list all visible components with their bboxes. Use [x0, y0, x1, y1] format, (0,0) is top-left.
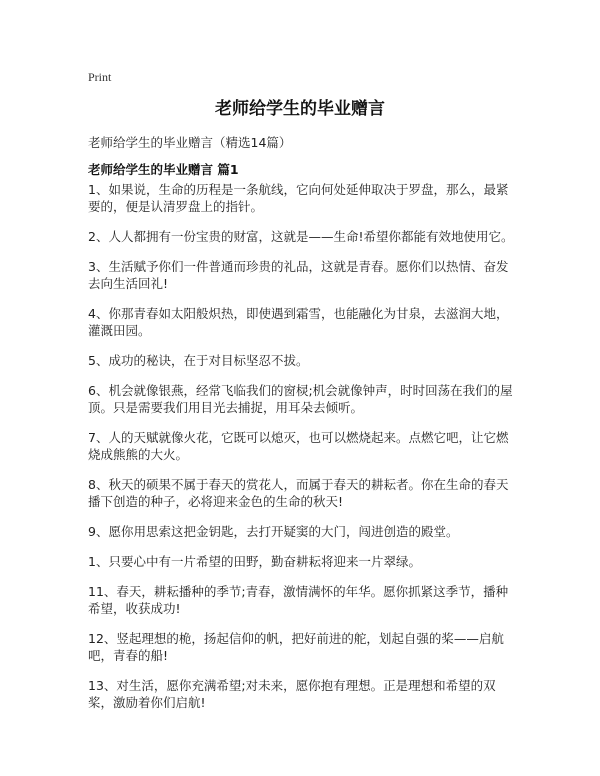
paragraph: 5、成功的秘诀，在于对目标坚忍不拔。 [88, 353, 309, 368]
paragraph: 4、你那青春如太阳般炽热，即使遇到霜雪，也能融化为甘泉，去滋润大地，灌溉田园。 [88, 306, 509, 338]
section-heading: 老师给学生的毕业赠言 篇1 [88, 162, 239, 177]
paragraph: 12、竖起理想的桅，扬起信仰的帆，把好前进的舵，划起自强的桨——启航吧，青春的船! [88, 631, 504, 663]
document-subtitle: 老师给学生的毕业赠言（精选14篇） [88, 135, 292, 150]
paragraph: 2、人人都拥有一份宝贵的财富，这就是——生命!希望你都能有效地使用它。 [88, 229, 514, 244]
paragraph: 11、春天，耕耘播种的季节;青春，激情满怀的年华。愿你抓紧这季节，播种希望，收获成功! [88, 584, 509, 616]
paragraph: 6、机会就像银燕，经常飞临我们的窗棂;机会就像钟声，时时回荡在我们的屋顶。只是需要我们用目光去捕捉，用耳朵去倾听。 [88, 383, 513, 415]
paragraph: 13、对生活，愿你充满希望;对未来，愿你抱有理想。正是理想和希望的双桨，激励着你们启航! [88, 678, 496, 710]
page-title: 老师给学生的毕业赠言 [215, 99, 385, 119]
paragraph: 3、生活赋予你们一件普通而珍贵的礼品，这就是青春。愿你们以热情、奋发去向生活回礼! [88, 259, 509, 291]
paragraph: 8、秋天的硕果不属于春天的赏花人，而属于春天的耕耘者。你在生命的春天播下创造的种子，必将迎来金色的生命的秋天! [88, 477, 509, 509]
paragraph: 9、愿你用思索这把金钥匙，去打开疑窦的大门，闯进创造的殿堂。 [88, 524, 459, 539]
paragraph-list [88, 181, 518, 724]
paragraph: 1、如果说，生命的历程是一条航线，它向何处延伸取决于罗盘，那么，最紧要的，便是认清罗盘上的指针。 [88, 182, 509, 214]
print-link[interactable]: Print [88, 70, 112, 84]
paragraph: 7、人的天赋就像火花，它既可以熄灭，也可以燃烧起来。点燃它吧，让它燃烧成熊熊的大火。 [88, 430, 509, 462]
paragraph: 1、只要心中有一片希望的田野，勤奋耕耘将迎来一片翠绿。 [88, 554, 421, 569]
